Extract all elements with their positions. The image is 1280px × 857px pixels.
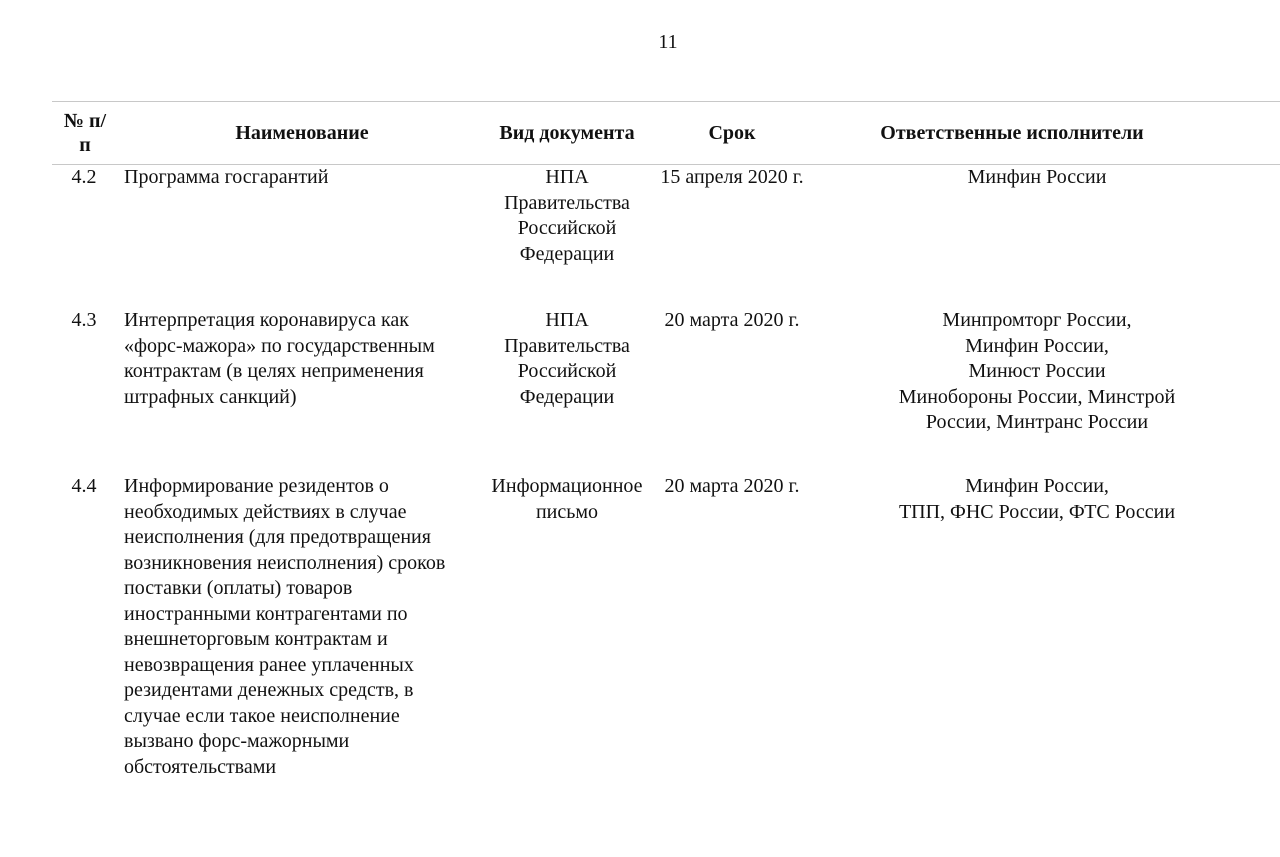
row-num-cell <box>52 308 118 474</box>
header-resp-label: Ответственные исполнители <box>880 122 1144 144</box>
row-num: 4.3 <box>71 309 97 331</box>
row-term: 15 апреля 2020 г. <box>660 166 804 188</box>
header-name-label: Наименование <box>235 122 369 144</box>
table-header <box>52 102 1280 165</box>
header-type-label: Вид документа <box>499 122 635 144</box>
row-type-cell <box>486 165 648 309</box>
header-row <box>52 102 1280 165</box>
row-name-cell <box>118 308 486 474</box>
row-num-cell <box>52 474 118 780</box>
row-name-cell <box>118 474 486 780</box>
row-resp: Минфин России <box>967 166 1107 188</box>
page-number: 11 <box>658 31 678 53</box>
table-body <box>52 165 1280 781</box>
row-term: 20 марта 2020 г. <box>664 475 800 497</box>
header-num <box>52 102 118 165</box>
row-name: Программа госгарантий <box>124 166 329 188</box>
header-resp <box>816 102 1280 165</box>
row-name-cell <box>118 165 486 309</box>
header-term <box>648 102 816 165</box>
row-num: 4.2 <box>71 166 97 188</box>
row-type: Информационное письмо <box>491 475 643 523</box>
row-term-cell <box>648 308 816 474</box>
row-num-cell <box>52 165 118 309</box>
row-type: НПА Правительства Российской Федерации <box>504 166 630 265</box>
row-resp-cell <box>816 308 1280 474</box>
row-type-cell <box>486 308 648 474</box>
measures-table <box>52 101 1280 780</box>
row-name: Интерпретация коронавируса как «форс-мажора» по государственным контрактам (в целях неприменения штрафных санкций) <box>124 309 435 408</box>
row-resp-cell <box>816 474 1280 780</box>
row-resp: Минфин России, ТПП, ФНС России, ФТС России <box>898 475 1176 523</box>
row-term-cell <box>648 474 816 780</box>
table-row <box>52 308 1280 474</box>
header-num-label: № п/ п <box>63 110 107 156</box>
row-type: НПА Правительства Российской Федерации <box>504 309 630 408</box>
row-term-cell <box>648 165 816 309</box>
header-type <box>486 102 648 165</box>
row-type-cell <box>486 474 648 780</box>
row-term: 20 марта 2020 г. <box>664 309 800 331</box>
row-resp-cell <box>816 165 1280 309</box>
header-name <box>118 102 486 165</box>
table-row <box>52 474 1280 780</box>
table-row <box>52 165 1280 309</box>
row-num: 4.4 <box>71 475 97 497</box>
row-resp: Минпромторг России, Минфин России, Минюст России Минобороны России, Минстрой России, Минтранс России <box>898 309 1176 433</box>
row-name: Информирование резидентов о необходимых действиях в случае неисполнения (для предотвращения возникновения неисполнения) сроков поставки (оплаты) товаров иностранными контрагентами по внешнеторговым контрактам и невозвращения ранее уплаченных резидентами денежных средств, в случае если такое неисполнение вызвано форс-мажорными обстоятельствами <box>124 475 446 778</box>
header-term-label: Срок <box>708 122 756 144</box>
